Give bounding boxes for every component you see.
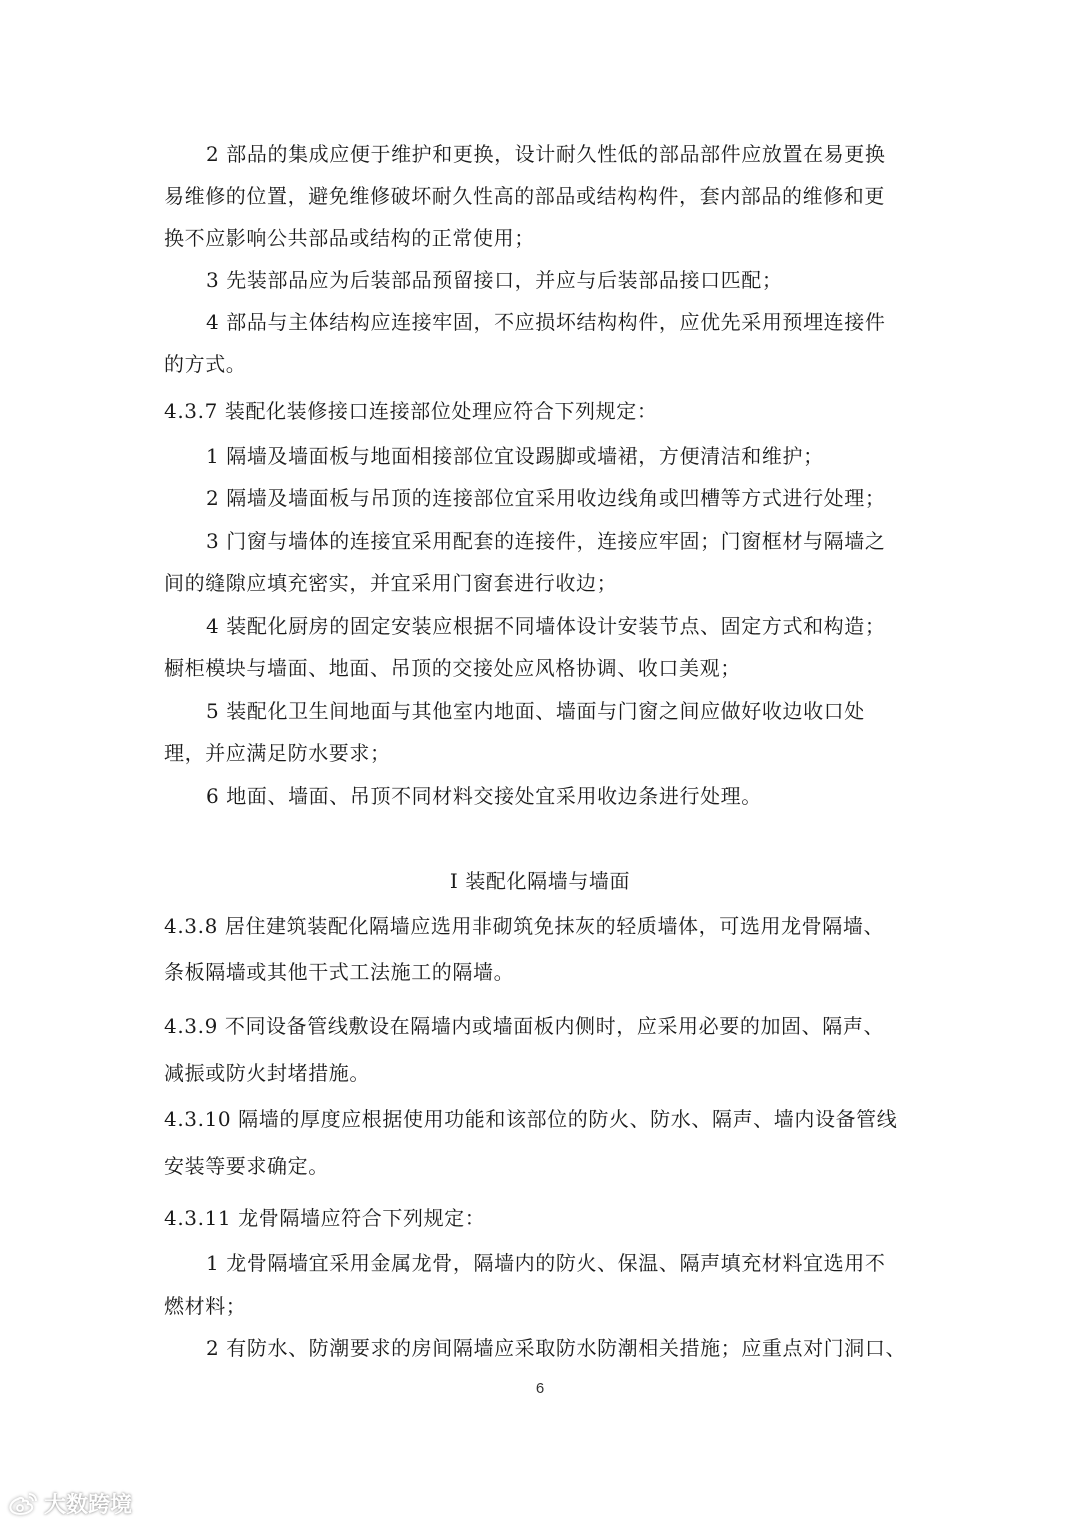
clause-heading: 4.3.7 装配化装修接口连接部位处理应符合下列规定： xyxy=(164,399,658,423)
paragraph-line: 换不应影响公共部品或结构的正常使用； xyxy=(164,226,535,250)
paragraph-line: 间的缝隙应填充密实，并宜采用门窗套进行收边； xyxy=(164,571,618,595)
paragraph-line: 橱柜模块与墙面、地面、吊顶的交接处应风格协调、收口美观； xyxy=(164,656,741,680)
paragraph-line: 的方式。 xyxy=(164,352,247,376)
paragraph-line: 6 地面、墙面、吊顶不同材料交接处宜采用收边条进行处理。 xyxy=(206,784,762,808)
paragraph-line: 4 装配化厨房的固定安装应根据不同墙体设计安装节点、固定方式和构造； xyxy=(206,614,886,638)
clause-heading: 4.3.9 不同设备管线敷设在隔墙内或墙面板内侧时，应采用必要的加固、隔声、 xyxy=(164,1014,885,1038)
paragraph-line: 2 隔墙及墙面板与吊顶的连接部位宜采用收边线角或凹槽等方式进行处理； xyxy=(206,486,886,510)
paragraph-line: 1 龙骨隔墙宜采用金属龙骨，隔墙内的防火、保温、隔声填充材料宜选用不 xyxy=(206,1251,886,1275)
paragraph-line: 理，并应满足防水要求； xyxy=(164,741,391,765)
clause-heading: 4.3.8 居住建筑装配化隔墙应选用非砌筑免抹灰的轻质墙体，可选用龙骨隔墙、 xyxy=(164,914,885,938)
clause-heading: 4.3.10 隔墙的厚度应根据使用功能和该部位的防火、防水、隔声、墙内设备管线 xyxy=(164,1107,898,1131)
paragraph-line: 3 门窗与墙体的连接宜采用配套的连接件，连接应牢固；门窗框材与隔墙之 xyxy=(206,529,886,553)
clause-heading: 4.3.11 龙骨隔墙应符合下列规定： xyxy=(164,1206,486,1230)
section-heading: I 装配化隔墙与墙面 xyxy=(449,869,631,893)
paragraph-line: 安装等要求确定。 xyxy=(164,1154,329,1178)
paragraph-line: 4 部品与主体结构应连接牢固，不应损坏结构构件，应优先采用预埋连接件 xyxy=(206,310,886,334)
paragraph-line: 2 部品的集成应便于维护和更换，设计耐久性低的部品部件应放置在易更换 xyxy=(206,142,886,166)
page-number: 6 xyxy=(535,1380,545,1397)
paragraph-line: 3 先装部品应为后装部品预留接口，并应与后装部品接口匹配； xyxy=(206,268,783,292)
paragraph-line: 燃材料； xyxy=(164,1294,247,1318)
watermark-text: 大数跨境 xyxy=(44,1493,133,1518)
paragraph-line: 5 装配化卫生间地面与其他室内地面、墙面与门窗之间应做好收边收口处 xyxy=(206,699,865,723)
paragraph-line: 条板隔墙或其他干式工法施工的隔墙。 xyxy=(164,960,515,984)
paragraph-line: 1 隔墙及墙面板与地面相接部位宜设踢脚或墙裙，方便清洁和维护； xyxy=(206,444,824,468)
watermark xyxy=(8,1488,132,1519)
paragraph-line: 减振或防火封堵措施。 xyxy=(164,1061,370,1085)
weibo-logo-icon xyxy=(8,1491,38,1517)
paragraph-line: 易维修的位置，避免维修破坏耐久性高的部品或结构构件，套内部品的维修和更 xyxy=(164,184,885,208)
paragraph-line: 2 有防水、防潮要求的房间隔墙应采取防水防潮相关措施；应重点对门洞口、 xyxy=(206,1336,907,1360)
